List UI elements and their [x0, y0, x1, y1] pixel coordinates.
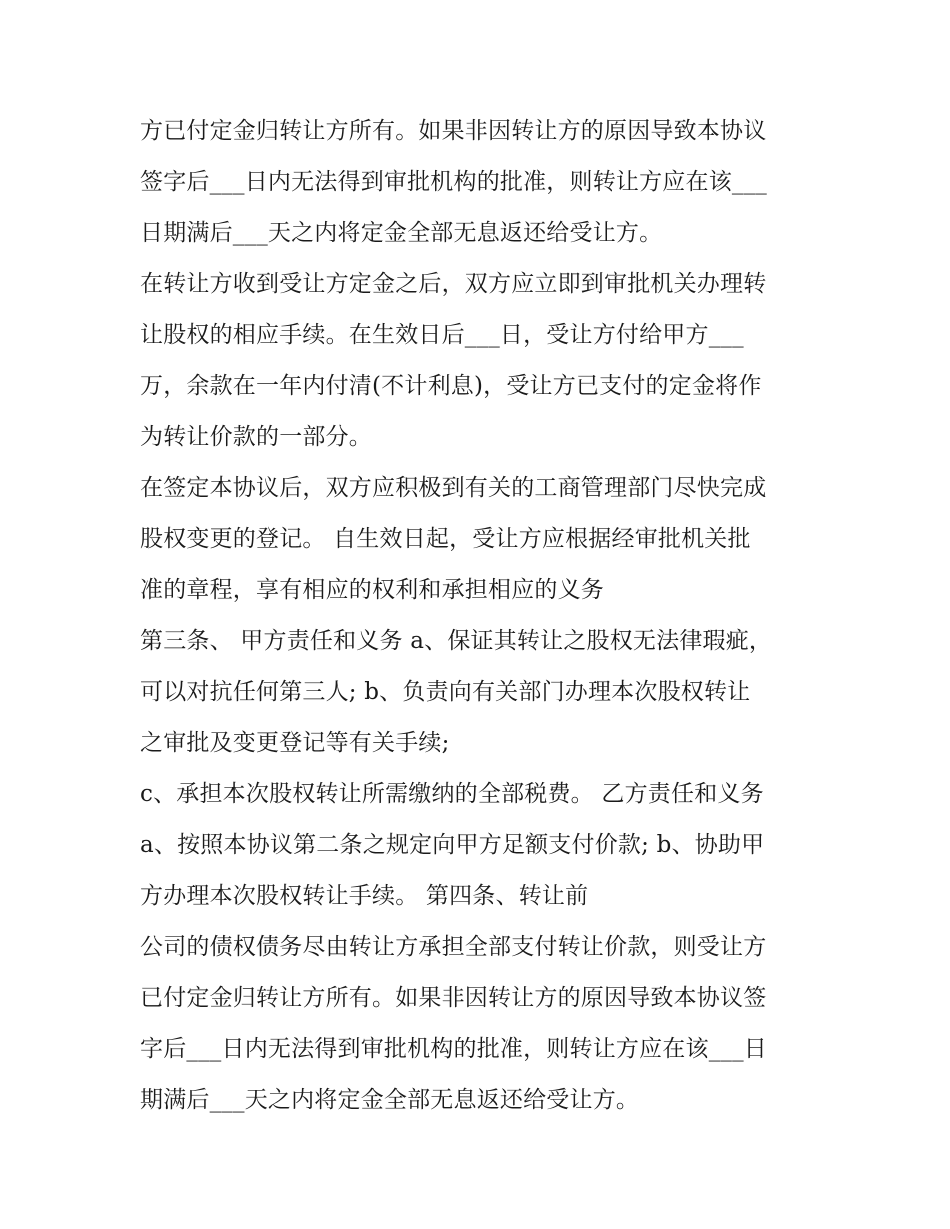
text-line: 在转让方收到受让方定金之后，双方应立即到审批机关办理转	[140, 271, 767, 297]
text-line: 万，余款在一年内付清(不计利息)，受让方已支付的定金将作	[140, 373, 762, 399]
text-line: 已付定金归转让方所有。如果非因转让方的原因导致本协议签	[140, 985, 767, 1011]
text-line: 公司的债权债务尽由转让方承担全部支付转让价款，则受让方	[140, 934, 767, 960]
text-line: 方办理本次股权转让手续。 第四条、转让前	[140, 883, 589, 909]
text-line: 在签定本协议后，双方应积极到有关的工商管理部门尽快完成	[140, 475, 767, 501]
text-line: 股权变更的登记。 自生效日起，受让方应根据经审批机关批	[140, 526, 751, 552]
text-line: 第三条、 甲方责任和义务 a、保证其转让之股权无法律瑕疵，	[140, 628, 773, 654]
text-line: 签字后___日内无法得到审批机构的批准，则转让方应在该___	[140, 169, 767, 195]
text-line: a、按照本协议第二条之规定向甲方足额支付价款; b、协助甲	[140, 832, 765, 858]
text-line: 让股权的相应手续。在生效日后___日，受让方付给甲方___	[140, 322, 744, 348]
text-line: 为转让价款的一部分。	[140, 424, 372, 450]
text-line: 可以对抗任何第三人; b、负责向有关部门办理本次股权转让	[140, 679, 751, 705]
text-line: c、承担本次股权转让所需缴纳的全部税费。 乙方责任和义务	[140, 781, 764, 807]
text-line: 期满后___天之内将定金全部无息返还给受让方。	[140, 1087, 640, 1113]
document-body	[140, 106, 820, 1126]
text-line: 准的章程，享有相应的权利和承担相应的义务	[140, 577, 604, 603]
text-line: 字后___日内无法得到审批机构的批准，则转让方应在该___日	[140, 1036, 767, 1062]
text-line: 方已付定金归转让方所有。如果非因转让方的原因导致本协议	[140, 118, 767, 144]
text-line: 之审批及变更登记等有关手续;	[140, 730, 450, 756]
text-line: 日期满后___天之内将定金全部无息返还给受让方。	[140, 220, 663, 246]
